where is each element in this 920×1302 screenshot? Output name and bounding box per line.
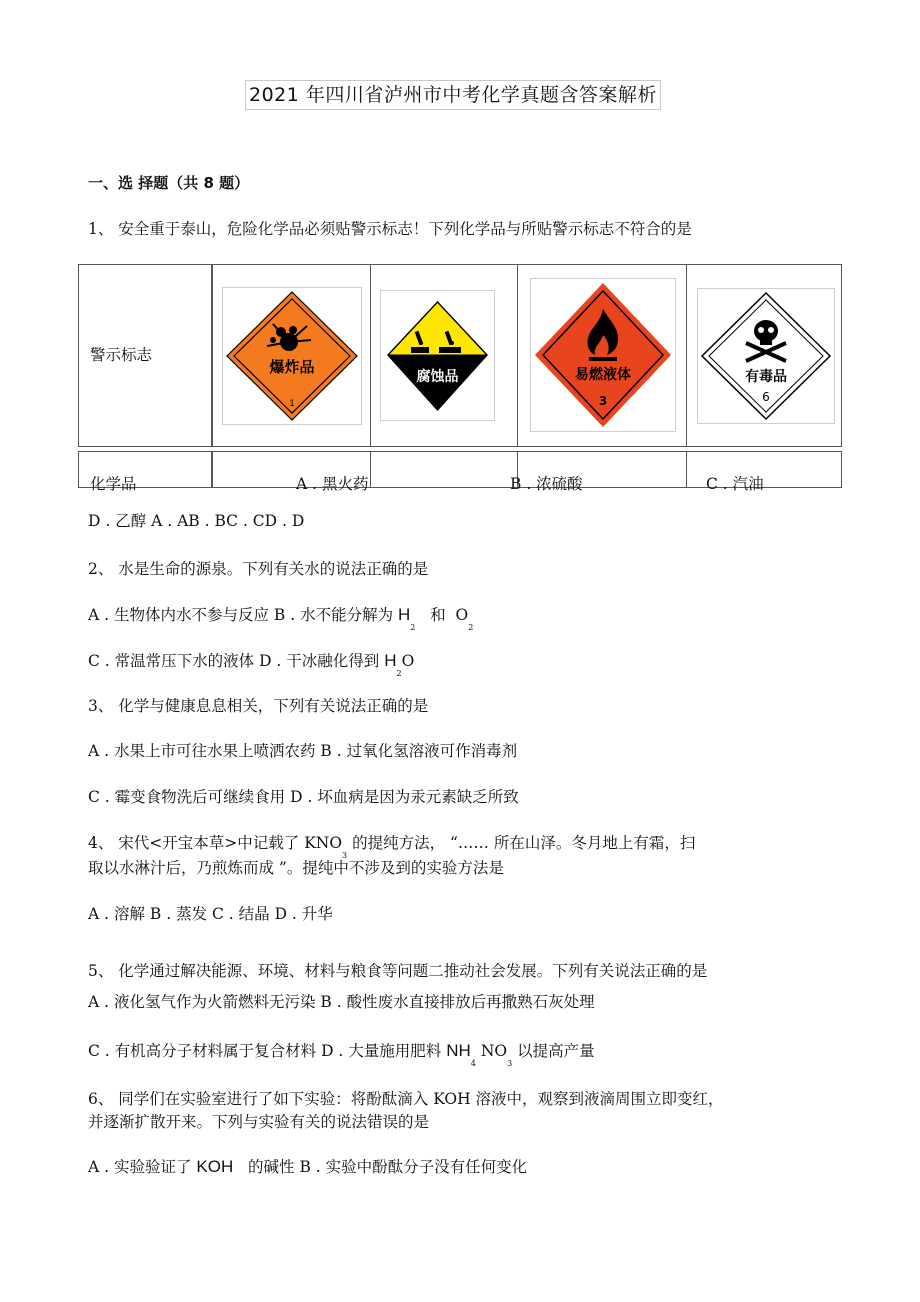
toxic-icon <box>698 289 834 423</box>
page-title: 2021 年四川省泸州市中考化学真题含答案解析 <box>245 80 661 110</box>
chemical-b: B . 浓硫酸 <box>510 475 583 493</box>
q6-stem-line2: 并逐渐扩散开来。下列与实验有关的说法错误的是 <box>88 1113 430 1131</box>
row-label-warning-sign: 警示标志 <box>90 346 153 364</box>
svg-text:3: 3 <box>598 394 608 408</box>
flammable-liquid-sign <box>530 278 676 432</box>
svg-text:易燃液体: 易燃液体 <box>575 367 631 383</box>
svg-text:腐蚀品: 腐蚀品 <box>416 369 459 385</box>
q1-options: D . 乙醇 A . AB . BC . CD . D <box>88 512 305 530</box>
corrosive-icon <box>381 291 494 420</box>
q4-options: A . 溶解 B . 蒸发 C . 结晶 D . 升华 <box>88 905 333 923</box>
q2-options-ab: A . 生物体内水不参与反应 B . 水不能分解为 $H_2$ 和 $O_2$ <box>88 605 474 632</box>
q3-options-cd: C . 霉变食物洗后可继续食用 D . 坏血病是因为汞元素缺乏所致 <box>88 788 519 806</box>
q6-options-ab: A . 实验验证了 KOH 的碱性 B . 实验中酚酞分子没有任何变化 <box>88 1157 528 1176</box>
section-heading: 一、选 择题（共 8 题） <box>88 174 250 192</box>
corrosive-sign <box>380 290 495 421</box>
q4-stem-line1: 4、 宋代<开宝本草>中记载了 $KNO_3$ 的提纯方法， “…… 所在山泽。冬月地上有霜，扫 <box>88 834 696 860</box>
chemical-a: A . 黑火药 <box>296 475 369 493</box>
q6-stem-line1: 6、 同学们在实验室进行了如下实验：将酚酞滴入 KOH 溶液中，观察到液滴周围立即变红， <box>88 1090 724 1108</box>
q5-stem: 5、 化学通过解决能源、环境、材料与粮食等问题二推动社会发展。下列有关说法正确的是 <box>88 962 708 980</box>
flammable-liquid-icon <box>531 279 675 431</box>
q2-stem: 2、 水是生命的源泉。下列有关水的说法正确的是 <box>88 560 429 578</box>
q2-options-cd: C . 常温常压下水的液体 D . 干冰融化得到 $H_2O$ <box>88 651 415 678</box>
svg-text:有毒品: 有毒品 <box>745 369 787 385</box>
q1-stem: 1、 安全重于泰山，危险化学品必须贴警示标志！下列化学品与所贴警示标志不符合的是 <box>88 220 692 238</box>
svg-text:6: 6 <box>762 390 770 404</box>
q3-options-ab: A . 水果上市可往水果上喷洒农药 B . 过氧化氢溶液可作消毒剂 <box>88 742 518 760</box>
explosive-icon <box>223 288 361 424</box>
svg-text:1: 1 <box>289 399 295 409</box>
toxic-sign <box>697 288 835 424</box>
explosive-sign <box>222 287 362 425</box>
row-label-chemical: 化学品 <box>90 475 137 493</box>
svg-text:爆炸品: 爆炸品 <box>269 358 315 376</box>
chemical-c: C . 汽油 <box>706 475 764 493</box>
q5-options-cd: C . 有机高分子材料属于复合材料 D . 大量施用肥料 $NH_4$ $NO_3$ 以提高产量 <box>88 1041 595 1068</box>
q5-options-ab: A . 液化氢气作为火箭燃料无污染 B . 酸性废水直接排放后再撒熟石灰处理 <box>88 993 595 1011</box>
q4-stem-line2: 取以水淋汁后，乃煎炼而成 ”。提纯中不涉及到的实验方法是 <box>88 859 504 877</box>
q3-stem: 3、 化学与健康息息相关，下列有关说法正确的是 <box>88 697 429 715</box>
